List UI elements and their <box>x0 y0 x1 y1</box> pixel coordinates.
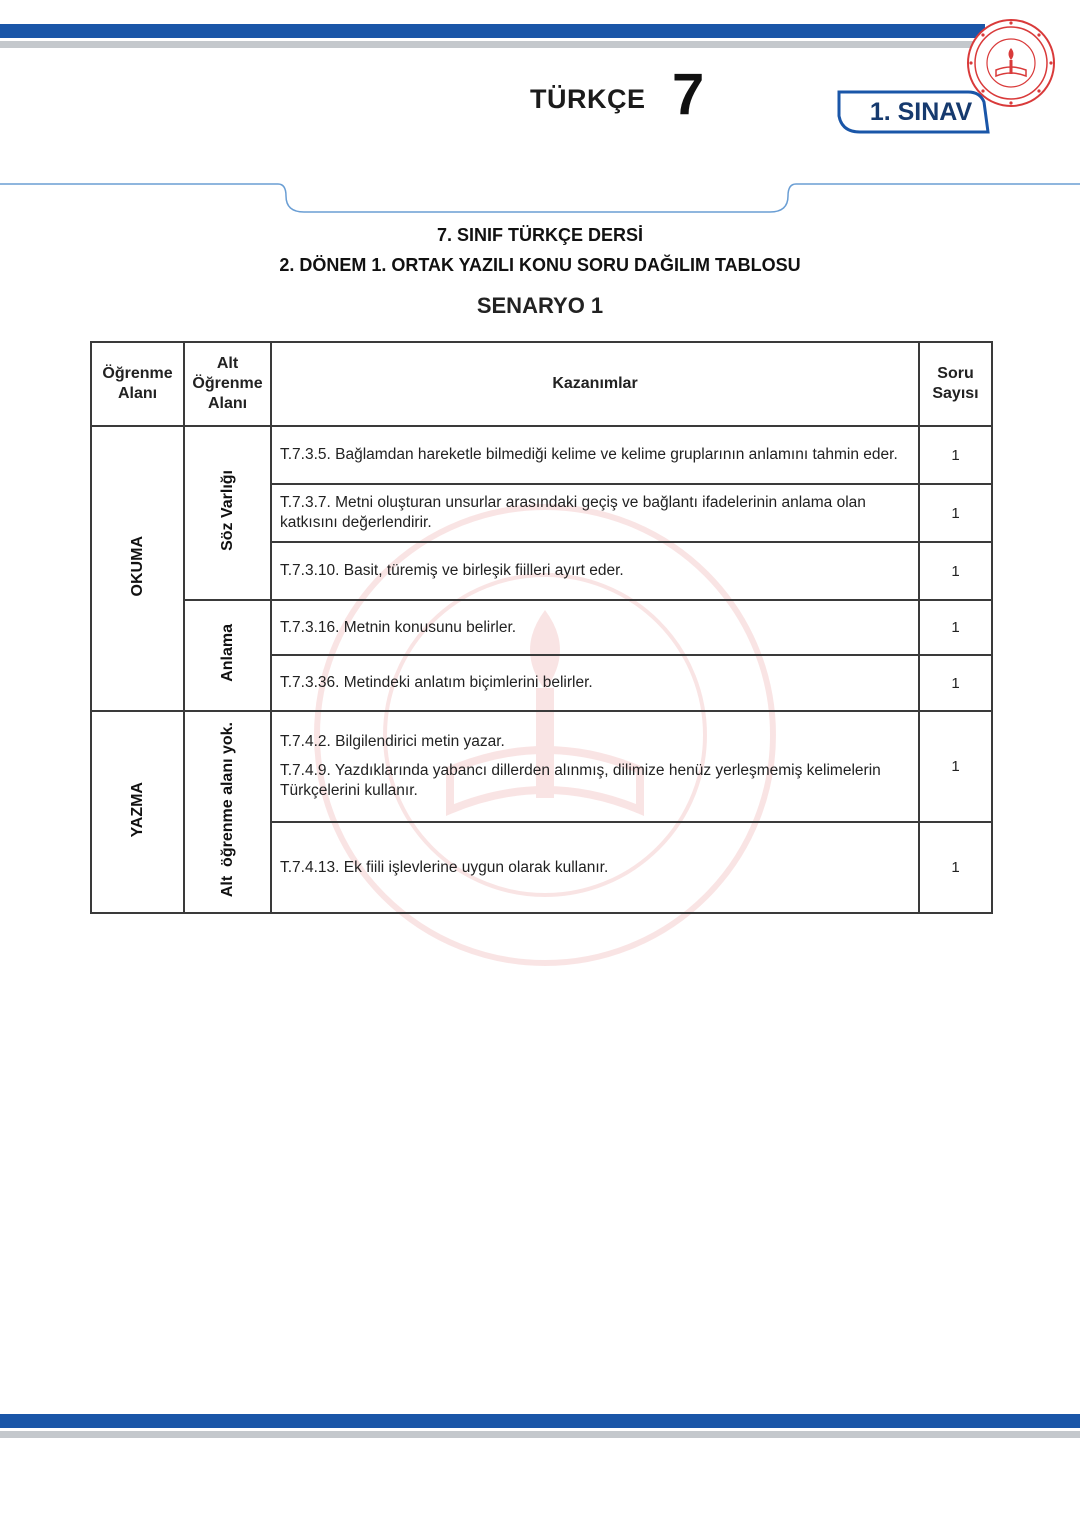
outcome-cell <box>271 655 919 711</box>
outcome-cell <box>271 542 919 600</box>
area-label: OKUMA <box>128 535 146 597</box>
area-cell-okuma <box>91 426 184 711</box>
count-cell: 1 <box>919 655 992 711</box>
header-question-count: Soru Sayısı <box>919 342 992 426</box>
outcome-text: T.7.4.2. Bilgilendirici metin yazar. <box>280 733 505 751</box>
table-title: 2. DÖNEM 1. ORTAK YAZILI KONU SORU DAĞILIM TABLOSU <box>279 255 801 275</box>
exam-label: 1. SINAV <box>869 98 973 126</box>
outcome-cell <box>271 822 919 913</box>
count-cell: 1 <box>919 484 992 542</box>
outcome-cell <box>271 711 919 822</box>
count-cell: 1 <box>919 822 992 913</box>
subarea-cell-none <box>184 711 271 913</box>
header-separator <box>0 176 1080 220</box>
table-header-row <box>91 342 992 426</box>
outcome-text: T.7.3.10. Basit, türemiş ve birleşik fiilleri ayırt eder. <box>280 562 624 580</box>
count-cell: 1 <box>919 711 992 822</box>
subject-title: TÜRKÇE <box>530 84 646 114</box>
outcome-text: T.7.3.16. Metnin konusunu belirler. <box>280 618 517 636</box>
subarea-label: Alt öğrenme alanı yok. <box>218 721 236 898</box>
bottom-blue-bar <box>0 1414 1080 1428</box>
outcome-text: T.7.3.36. Metindeki anlatım biçimlerini belirler. <box>280 674 593 692</box>
distribution-table <box>90 341 993 914</box>
count-cell: 1 <box>919 426 992 484</box>
subarea-label: Söz Varlığı <box>218 470 236 551</box>
area-cell-yazma <box>91 711 184 913</box>
top-gray-bar <box>0 41 985 48</box>
scenario-title: SENARYO 1 <box>476 293 604 318</box>
outcome-text: T.7.4.13. Ek fiili işlevlerine uygun olarak kullanır. <box>280 858 609 876</box>
header-learning-area: Öğrenme Alanı <box>91 342 184 426</box>
subarea-label: Anlama <box>218 624 236 682</box>
grade-number: 7 <box>672 62 705 127</box>
top-blue-bar <box>0 24 985 38</box>
bottom-gray-bar <box>0 1431 1080 1438</box>
area-label: YAZMA <box>128 781 146 838</box>
subarea-cell-soz-varligi <box>184 426 271 600</box>
table-row <box>91 426 992 484</box>
outcome-text: T.7.3.5. Bağlamdan hareketle bilmediği kelime ve kelime gruplarının anlamını tahmin eder. <box>280 446 898 464</box>
header-outcomes: Kazanımlar <box>271 342 919 426</box>
outcome-cell <box>271 426 919 484</box>
count-cell: 1 <box>919 542 992 600</box>
count-cell: 1 <box>919 600 992 655</box>
header-sub-learning-area: Alt Öğrenme Alanı <box>184 342 271 426</box>
outcome-cell <box>271 600 919 655</box>
outcome-text: T.7.4.9. Yazdıklarında yabancı dillerden alınmış, dilimize henüz yerleşmemiş kelimelerin Türkçelerini kullanır. <box>280 762 881 799</box>
outcome-text: T.7.3.7. Metni oluşturan unsurlar arasındaki geçiş ve bağlantı ifadelerinin anlama olan katkısını değerlendirir. <box>280 494 866 531</box>
table-row <box>91 711 992 822</box>
outcome-cell <box>271 484 919 542</box>
course-title: 7. SINIF TÜRKÇE DERSİ <box>436 225 644 245</box>
table-row <box>91 600 992 655</box>
subarea-cell-anlama <box>184 600 271 711</box>
